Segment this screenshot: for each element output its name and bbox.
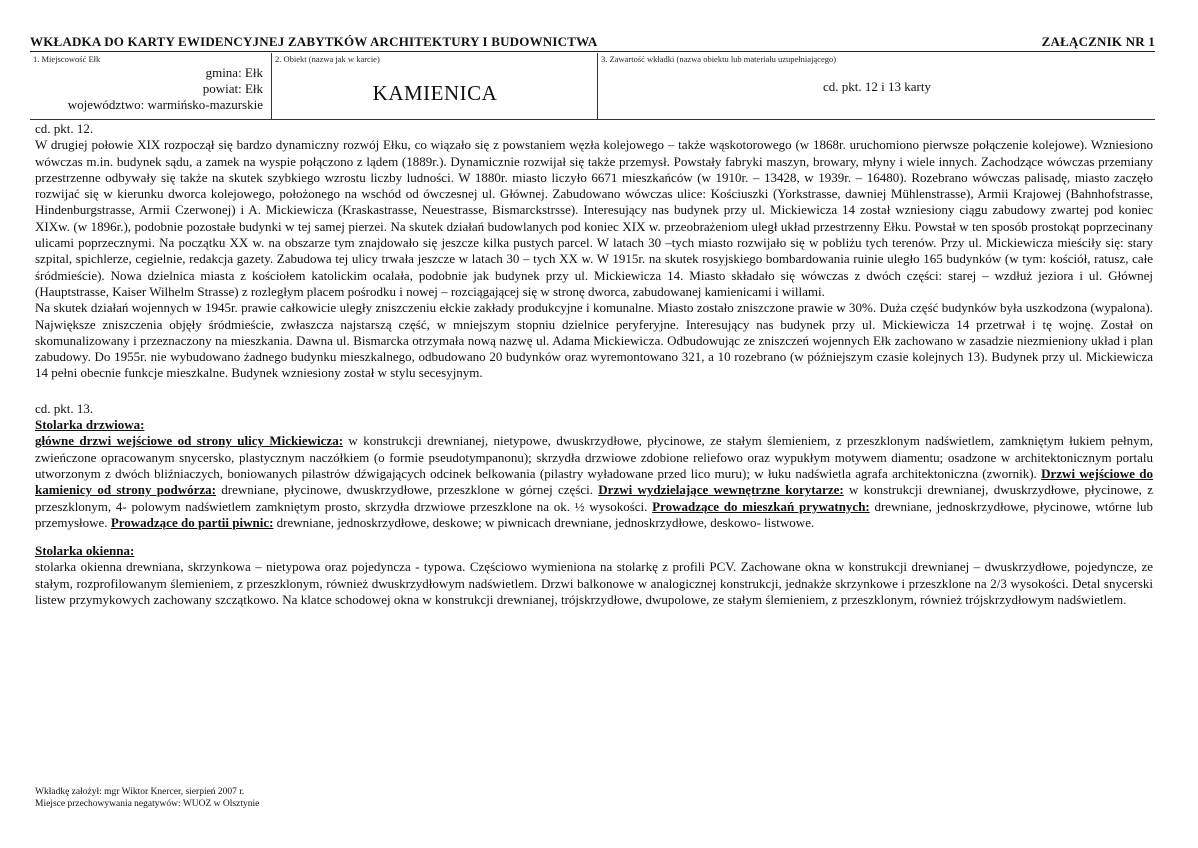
courtyard-door-label: Drzwi wejściowe do kamienicy od strony podwórza: [35, 465, 1154, 498]
document-header [30, 34, 1155, 52]
document-body [35, 121, 1153, 608]
corridor-door-label: Drzwi wydzielające wewnętrzne korytarze: [598, 482, 844, 498]
document-title: WKŁADKA DO KARTY EWIDENCYJNEJ ZABYTKÓW ARCHITEKTURY I BUDOWNICTWA [30, 34, 598, 49]
doors-paragraph [35, 433, 1153, 531]
object-cell [271, 53, 598, 119]
doors-title: Stolarka drzwiowa: [35, 417, 145, 433]
courtyard-door-text: drewniane, płycinowe, dwuskrzydłowe, przeszklone w górnej części. [216, 482, 599, 498]
powiat-value: powiat: Ełk [202, 81, 263, 96]
private-door-text: drewniane, jednoskrzydłowe, płycinowe, wtórne lub przemysłowe. [35, 498, 1153, 530]
footer-negatives: Miejsce przechowywania negatywów: WUOZ w Olsztynie [35, 799, 260, 809]
appendix-label: ZAŁĄCZNIK NR 1 [1041, 34, 1155, 49]
document-footer [35, 786, 259, 810]
section12-paragraph-2: Na skutek działań wojennych w 1945r. prawie całkowicie uległy zniszczeniu ełckie zakłady produkcyjne i komunalne. Miasto zostało zniszczone prawie w 30%. Duża część budynków była uszkodzona (wypalona). Największe zniszczenia objęły śródmieście, zwłaszcza najstarszą część, w mniejszym stopniu dzielnice peryferyjne. Interesujący nas budynek przy ul. Mickiewicza 14 przetrwał i tę wojnę. Został on skomunalizowany i przeznaczony na mieszkania. Dawna ul. Bismarcka otrzymała nową nazwę ul. Adama Mickiewicza. Odbudowując ze zniszczeń wojennych Ełk zachowano w zasadzie niezmieniony układ i plan zabudowy. Do 1955r. nie wybudowano żadnego budynku mieszkalnego, odbudowano 20 budynków oraz wyremontowano 321, a 10 rozebrano (w późniejszym czasie kolejnych 13). Budynek przy ul. Mickiewicza 14 pełni obecnie funkcje mieszkalne. Budynek wzniesiony został w stylu secesyjnym. [35, 300, 1153, 381]
section12-paragraph-1: W drugiej połowie XIX rozpoczął się bardzo dynamiczny rozwój Ełku, co wiązało się z powstaniem węzła kolejowego – także wąskotorowego (w 1868r. uruchomiono pierwsze połączenie kolejowe). Wzniesiono wówczas m.in. budynek sądu, a zamek na wyspie połączono z lądem (1889r.). Dynamicznie rozwijał się także przemysł. Powstały fabryki maszyn, browary, młyny i wiele innych. Zachodzące wówczas przemiany przestrzenne odbywały się także na skutek szybkiego wzrostu liczby ludności. W 1880r. miasto liczyło 6671 mieszkańców (w 1910r. – 13428, w 1939r. – 16480). Rozebrano wówczas palisadę, miasto zaczęło rozwijać się w kierunku dworca kolejowego, położonego na wschód od ówczesnej ul. Głównej. Zabudowano wówczas ulice: Kościuszki (Yorkstrasse, dawniej Mühlenstrasse), Armii Krajowej (Bahnhofstrasse, Hindenburgstrasse, Armii Czerwonej) i A. Mickiewicza (Kraskastrasse, Neuestrasse, Bismarckstrsse). Interesujący nas budynek przy ul. Mickiewicza 14 został wzniesiony ciągu zabudowy zwartej pod koniec XIXw. (w 1896r.), podobnie pozostałe budynki w tej samej pierzei. Na skutek działań budowlanych pod koniec XIX w. przeobrażeniom uległ układ przestrzenny Ełku. Powstał w ten sposób prostokąt poprzecinany ulicami poprzecznymi. Na początku XX w. na obszarze tym znajdowało się jeszcze kilka pustych parcel. W latach 30 –tych miasto rozwijało się w pobliżu tych terenów. Przy ul. Mickiewicza mieściły się: stary szpital, spichlerze, cegielnie, redakcja gazety. Zabudowa tej ulicy trwała jeszcze w latach 30 – tych XX w. W 1915r. na skutek rosyjskiego bombardowania ruinie uległo 165 budynków (w tym: kościół, ratusz, całe śródmieście). Nowa dzielnica miasta z kościołem katolickim ocalała, podobnie jak budynek przy ul. Mickiewicza 14. Miasto składało się wówczas z dwóch części: starej – wzdłuż jeziora i ul. Głównej (Hauptstrasse, Kaiser Wilhelm Strasse) z rozległym placem pośrodku i nowej – rozciągającej się w stronę dworca, zabudowanej kamienicami i willami. [35, 137, 1153, 299]
gmina-value: gmina: Ełk [205, 65, 263, 80]
main-door-label: główne drzwi wejściowe od strony ulicy Mickiewicza: [35, 433, 344, 449]
content-cell [597, 53, 1156, 119]
corridor-door-text: w konstrukcji drewnianej, dwuskrzydłowe, płycinowe, z przeszklonym, 4- polowym nadświetlem zamkniętym prosto, skrzydła drzwiowe przeszklone na ok. ½ wysokości. [35, 482, 1153, 514]
basement-door-text: drewniane, jednoskrzydłowe, deskowe; w piwnicach drewniane, jednoskrzydłowe, deskowo- listwowe. [273, 514, 815, 530]
footer-author: Wkładkę założył: mgr Wiktor Knercer, sierpień 2007 r. [35, 787, 245, 797]
windows-paragraph: stolarka okienna drewniana, skrzynkowa – nietypowa oraz pojedyncza - typowa. Częściowo wymieniona na stolarkę z profili PCV. Zachowane okna w konstrukcji drewnianej – dwuskrzydłowe, pojedyncze, ze stałym, rozprofilowanym ślemieniem, z przeszklonym, również dwuskrzydłowym nadświetlem. Drzwi balkonowe w analogicznej konstrukcji, jednakże skrzynkowe i przeszklone na 2/3 wysokości. Detal snycerski listew przymykowych zachowany szczątkowo. Na klatce schodowej okna w konstrukcji drewnianej, trójskrzydłowe, dwupolowe, ze stałym ślemieniem, z przeszklonym, również trójskrzydłowym nadświetlem. [35, 559, 1153, 608]
object-name: KAMIENICA [372, 81, 498, 105]
main-door-text: w konstrukcji drewnianej, nietypowe, dwuskrzydłowe, płycinowe, ze stałym ślemieniem, z przeszklonym nadświetlem, zamkniętym łukiem pełnym, zwieńczone opracowanym snycersko, plastycznym naczółkiem (o formie pseudotympanonu); skrzydła drzwiowe zdobione reliefowo oraz wypukłym motywem diamentu; osadzone w architektonicznym portalu utworzonym z dwóch bliźniaczych, boniowanych pilastrów dźwigających odcinek belkowania (pilastry wyładowane przed lico muru); w łuku nadświetla agrafa architektoniczna (zwornik). [35, 433, 1153, 481]
basement-door-label: Prowadzące do partii piwnic: [110, 514, 274, 530]
windows-title: Stolarka okienna: [35, 543, 135, 559]
content-caption: 3. Zawartość wkładki (nazwa obiektu lub materiału uzupełniającego) [601, 54, 837, 64]
wojewodztwo-value: województwo: warmińsko-mazurskie [67, 97, 263, 112]
private-door-label: Prowadzące do mieszkań prywatnych: [652, 498, 870, 514]
header-fields-table [30, 53, 1155, 120]
section12-heading: cd. pkt. 12. [35, 121, 94, 136]
object-caption: 2. Obiekt (nazwa jak w karcie) [275, 54, 380, 64]
section13-heading: cd. pkt. 13. [35, 400, 94, 416]
location-caption: 1. Miejscowość Ełk [33, 54, 101, 64]
location-cell [30, 53, 271, 119]
content-value: cd. pkt. 12 i 13 karty [823, 79, 931, 94]
